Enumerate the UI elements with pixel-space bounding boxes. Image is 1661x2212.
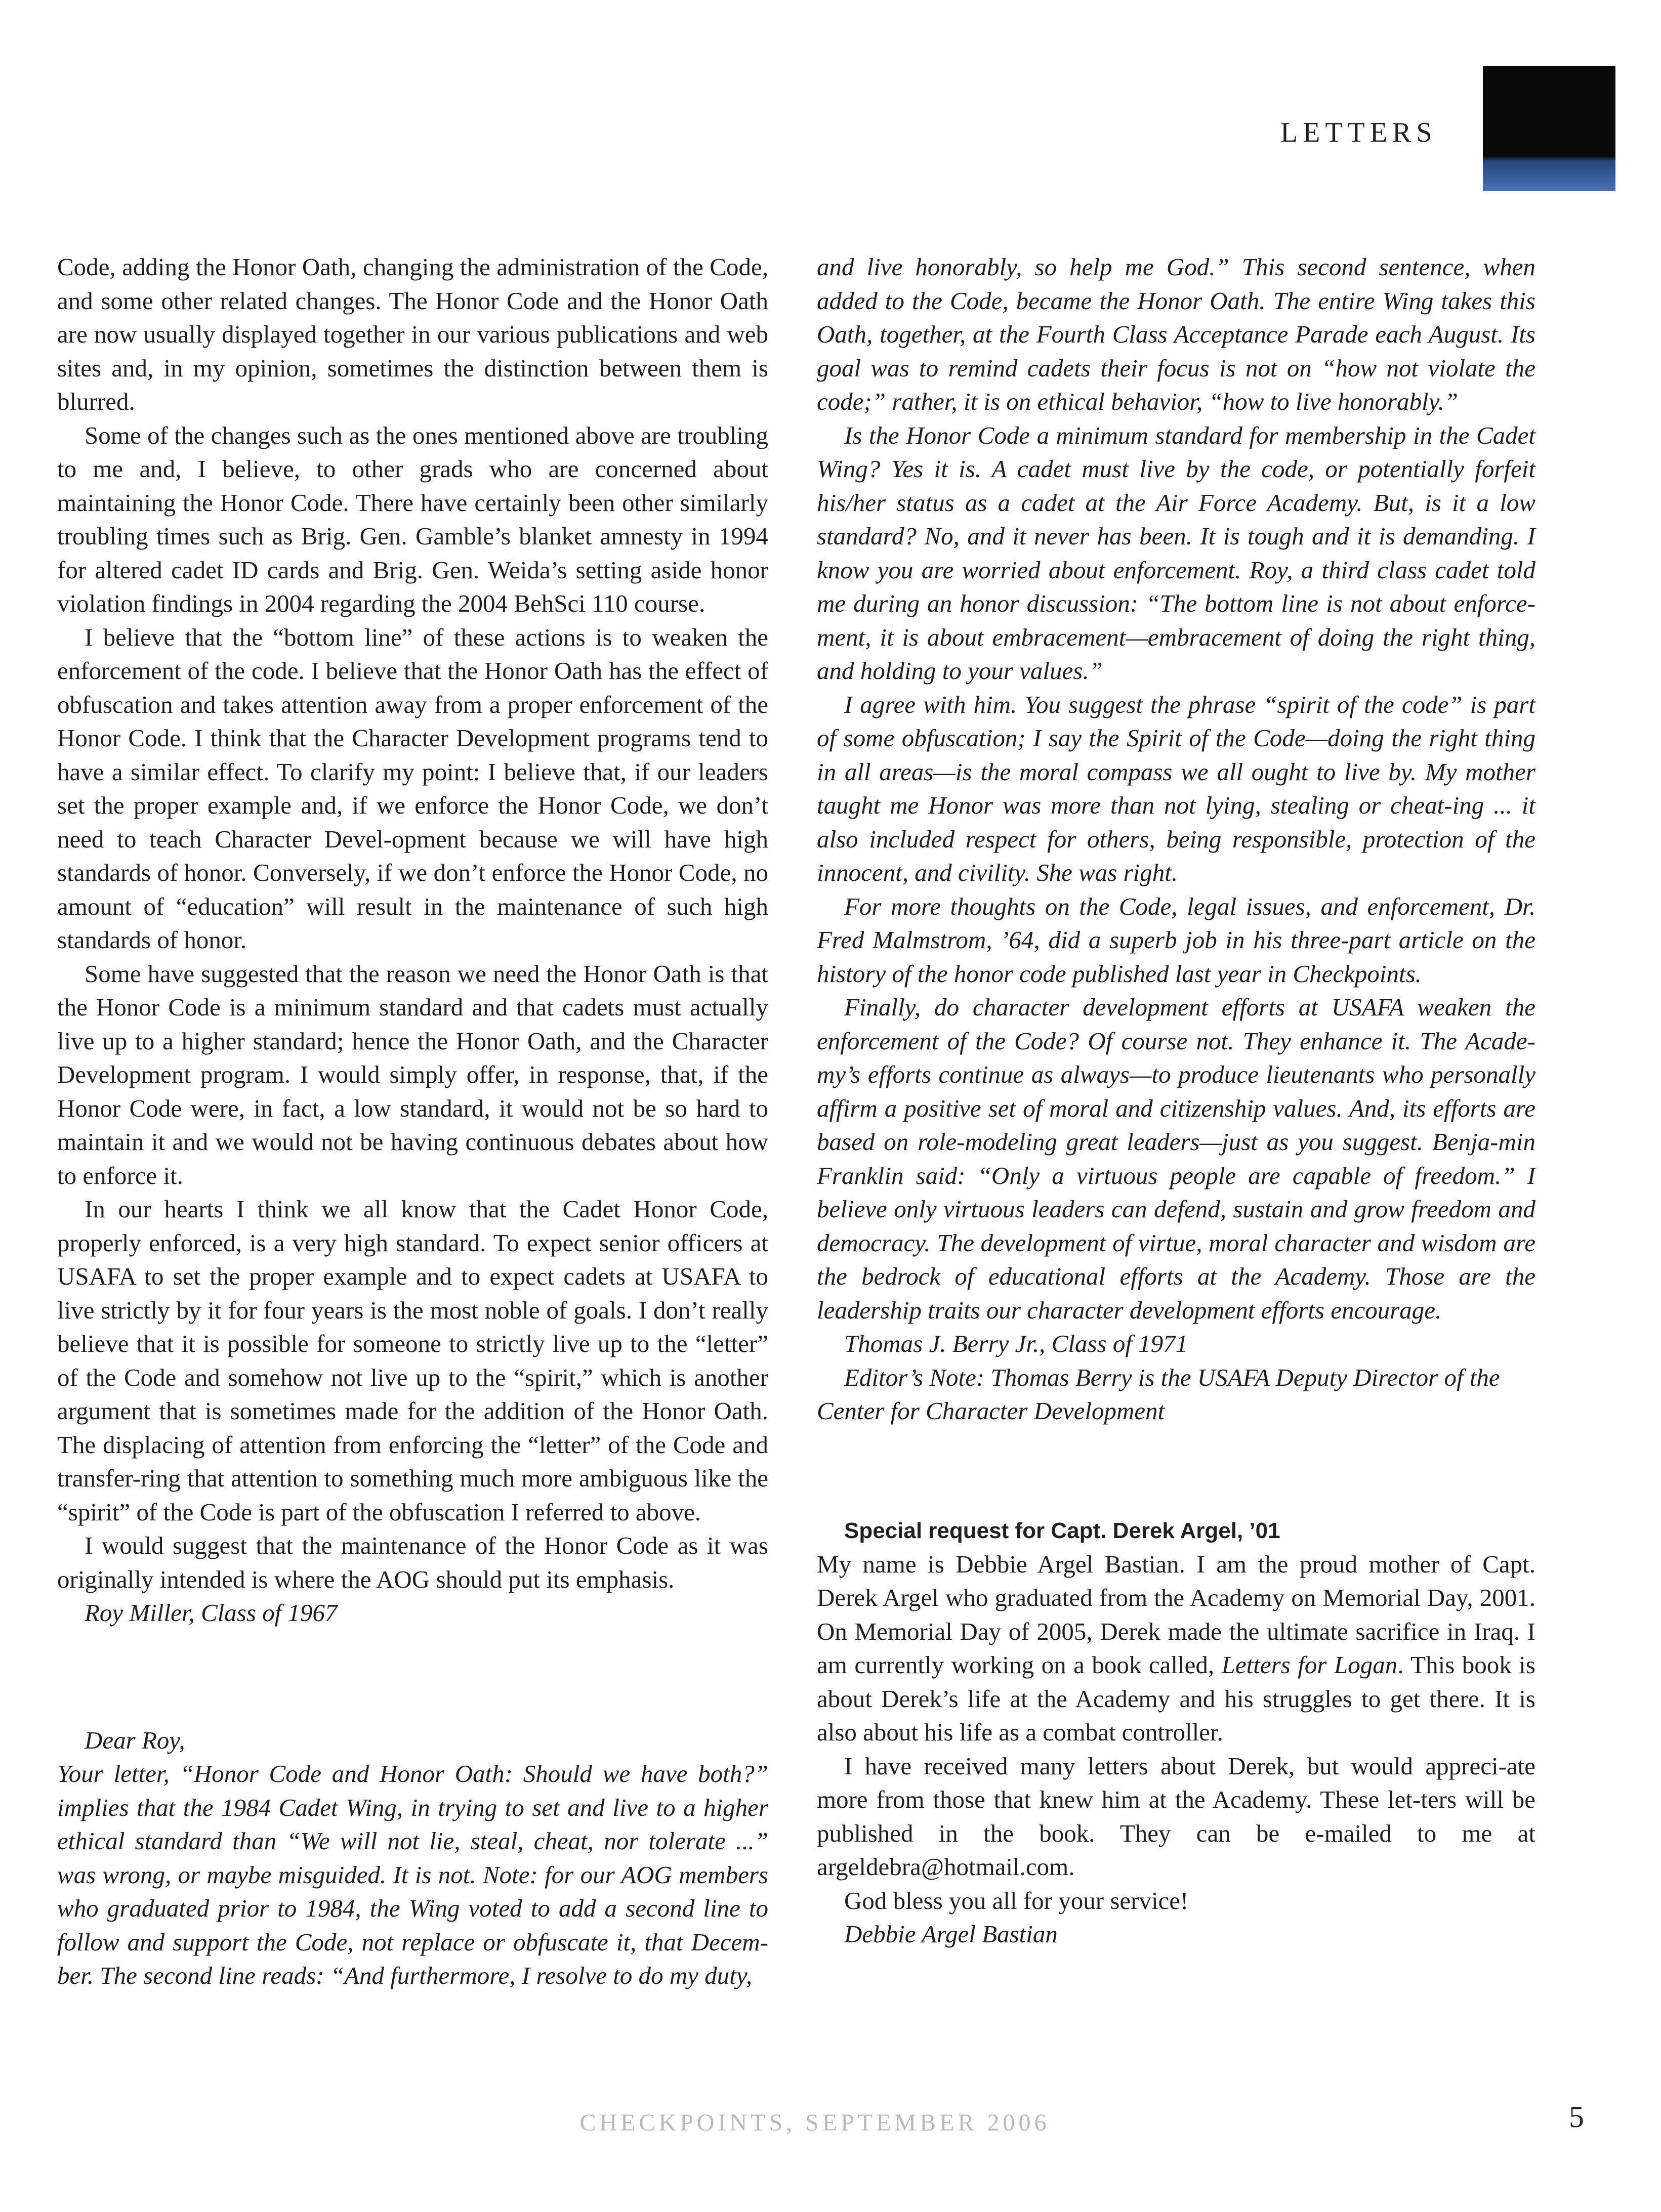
reply-paragraph-3: Is the Honor Code a minimum standard for membership in the Cadet Wing? Yes it is. A cadet must live by the code, or potentially forfeit his/her status as a cadet at the Air Force Academy. But, is it a low standard? No, and it never has been. It is tough and it is demanding. I know you are worried about enforcement. Roy, a third class cadet told me during an honor discussion: “The bottom line is not about enforce-ment, it is about embracement—embracement of doing the right thing, and holding to your values.” xyxy=(817,421,1535,685)
reply-signature: Thomas J. Berry Jr., Class of 1971 xyxy=(844,1330,1188,1357)
left-column xyxy=(57,250,768,1993)
editor-note-line-2: Center for Character Development xyxy=(817,1397,1165,1425)
letter-paragraph-1: Code, adding the Honor Oath, changing the administration of the Code, and some other related changes. The Honor Code and the Honor Oath are now usually displayed together in our various publications and web sites and, in my opinion, sometimes the distinction between them is blurred. xyxy=(57,253,768,415)
special-text-after-title: . This book is about Derek’s life at the Academy and his struggles to get there. It is also about his life as a combat controller. xyxy=(817,1651,1535,1746)
reply-body-continued xyxy=(817,250,1535,1327)
special-request-paragraph-3: God bless you all for your service! xyxy=(844,1886,1189,1915)
special-request-signature: Debbie Argel Bastian xyxy=(844,1920,1058,1948)
editor-note xyxy=(817,1361,1535,1428)
reply-salutation: Dear Roy, xyxy=(85,1726,185,1754)
header-color-block xyxy=(1483,66,1615,191)
reply-paragraph-2: and live honorably, so help me God.” This second sentence, when added to the Code, became the Honor Oath. The entire Wing takes this Oath, together, at the Fourth Class Acceptance Parade each August. Its goal was to remind cadets their focus is not on “how not violate the code;” rather, it is on ethical behavior, “how to live honorably.” xyxy=(817,253,1535,415)
special-request-paragraph-2: I have received many letters about Derek, but would appreci-ate more from those that knew him at the Academy. These let-ters will be published in the book. They can be e-mailed to me at argeldebra@hotmail.com. xyxy=(817,1752,1535,1881)
special-request-paragraph-1 xyxy=(817,1548,1535,1750)
letter-signature: Roy Miller, Class of 1967 xyxy=(85,1599,338,1627)
reply-body-start xyxy=(57,1757,768,1993)
letter-paragraph-2: Some of the changes such as the ones mentioned above are troubling to me and, I believe, to other grads who are concerned about maintaining the Honor Code. There have certainly been other similarly troubling times such as Brig. Gen. Gamble’s blanket amnesty in 1994 for altered cadet ID cards and Brig. Gen. Weida’s setting aside honor violation findings in 2004 regarding the 2004 BehSci 110 course. xyxy=(57,421,768,617)
page-number: 5 xyxy=(1569,2100,1584,2134)
reply-paragraph-4: I agree with him. You suggest the phrase “spirit of the code” is part of some obfuscation; I say the Spirit of the Code—doing the right thing in all areas—is the moral compass we all ought to live by. My mother taught me Honor was more than not lying, stealing or cheat-ing ... it also included respect for others, being responsible, protection of the innocent, and civility. She was right. xyxy=(817,690,1535,886)
letter-paragraph-5: In our hearts I think we all know that the Cadet Honor Code, properly enforced, is a very high standard. To expect senior officers at USAFA to set the proper example and to expect cadets at USAFA to live strictly by it for four years is the most noble of goals. I don’t really believe that it is possible for someone to strictly live up to the “letter” of the Code and somehow not live up to the “spirit,” which is another argument that is sometimes made for the addition of the Honor Oath. The displacing of attention from enforcing the “letter” of the Code and transfer-ring that attention to something much more ambiguous like the “spirit” of the Code is part of the obfuscation I referred to above. xyxy=(57,1195,768,1526)
footer-publication: CHECKPOINTS, SEPTEMBER 2006 xyxy=(579,2109,1050,2136)
letter-paragraph-6: I would suggest that the maintenance of the Honor Code as it was originally intended is where the AOG should put its emphasis. xyxy=(57,1532,768,1593)
special-text-before-title: My name is Debbie Argel Bastian. I am the proud mother of Capt. Derek Argel who graduated from the Academy on Memorial Day, 2001. On Memorial Day of 2005, Derek made the ultimate sacrifice in Iraq. I am currently working on a book called, xyxy=(817,1550,1535,1679)
reply-paragraph-5: For more thoughts on the Code, legal issues, and enforcement, Dr. Fred Malmstrom, ’64, did a superb job in his three-part article on the history of the honor code published last year in Checkpoints. xyxy=(817,892,1535,988)
special-request-heading: Special request for Capt. Derek Argel, ’01 xyxy=(844,1518,1280,1543)
right-column xyxy=(817,250,1535,1951)
column-gap xyxy=(57,1630,768,1724)
letter-paragraph-3: I believe that the “bottom line” of these actions is to weaken the enforcement of the code. I believe that the Honor Oath has the effect of obfuscation and takes attention away from a proper enforcement of the Honor Code. I think that the Character Development programs tend to have a similar effect. To clarify my point: I believe that, if our leaders set the proper example and, if we enforce the Honor Code, we don’t need to teach Character Devel-opment because we will have high standards of honor. Conversely, if we don’t enforce the Honor Code, no amount of “education” will result in the maintenance of such high standards of honor. xyxy=(57,623,768,954)
section-header: LETTERS xyxy=(1280,117,1437,148)
letter-paragraph-4: Some have suggested that the reason we need the Honor Oath is that the Honor Code is a minimum standard and that cadets must actually live up to a higher standard; hence the Honor Oath, and the Character Development program. I would simply offer, in response, that, if the Honor Code were, in fact, a low standard, it would not be so hard to maintain it and we would not be having continuous debates about how to enforce it. xyxy=(57,959,768,1189)
reply-paragraph-6: Finally, do character development efforts at USAFA weaken the enforcement of the Code? Of course not. They enhance it. The Acade-my’s efforts continue as always—to produce lieutenants who personally affirm a positive set of moral and citizenship values. And, its efforts are based on role-modeling great leaders—just as you suggest. Benja-min Franklin said: “Only a virtuous people are capable of freedom.” I believe only virtuous leaders can defend, sustain and grow freedom and democracy. The development of virtue, moral character and wisdom are the bedrock of educational efforts at the Academy. Those are the leadership traits our character development efforts encourage. xyxy=(817,993,1535,1324)
book-title: Letters for Logan xyxy=(1221,1651,1398,1679)
section-gap xyxy=(817,1428,1535,1514)
editor-note-line-1: Editor’s Note: Thomas Berry is the USAFA Deputy Director of the xyxy=(844,1363,1500,1391)
reply-paragraph-1: Your letter, “Honor Code and Honor Oath: Should we have both?” implies that the 1984 Cadet Wing, in trying to set and live to a higher ethical standard than “We will not lie, steal, cheat, nor tolerate ...” was wrong, or maybe misguided. It is not. Note: for our AOG members who graduated prior to 1984, the Wing voted to add a second line to follow and support the Code, not replace or obfuscate it, that Decem-ber. The second line reads: “And furthermore, I resolve to do my duty, xyxy=(57,1760,768,1989)
